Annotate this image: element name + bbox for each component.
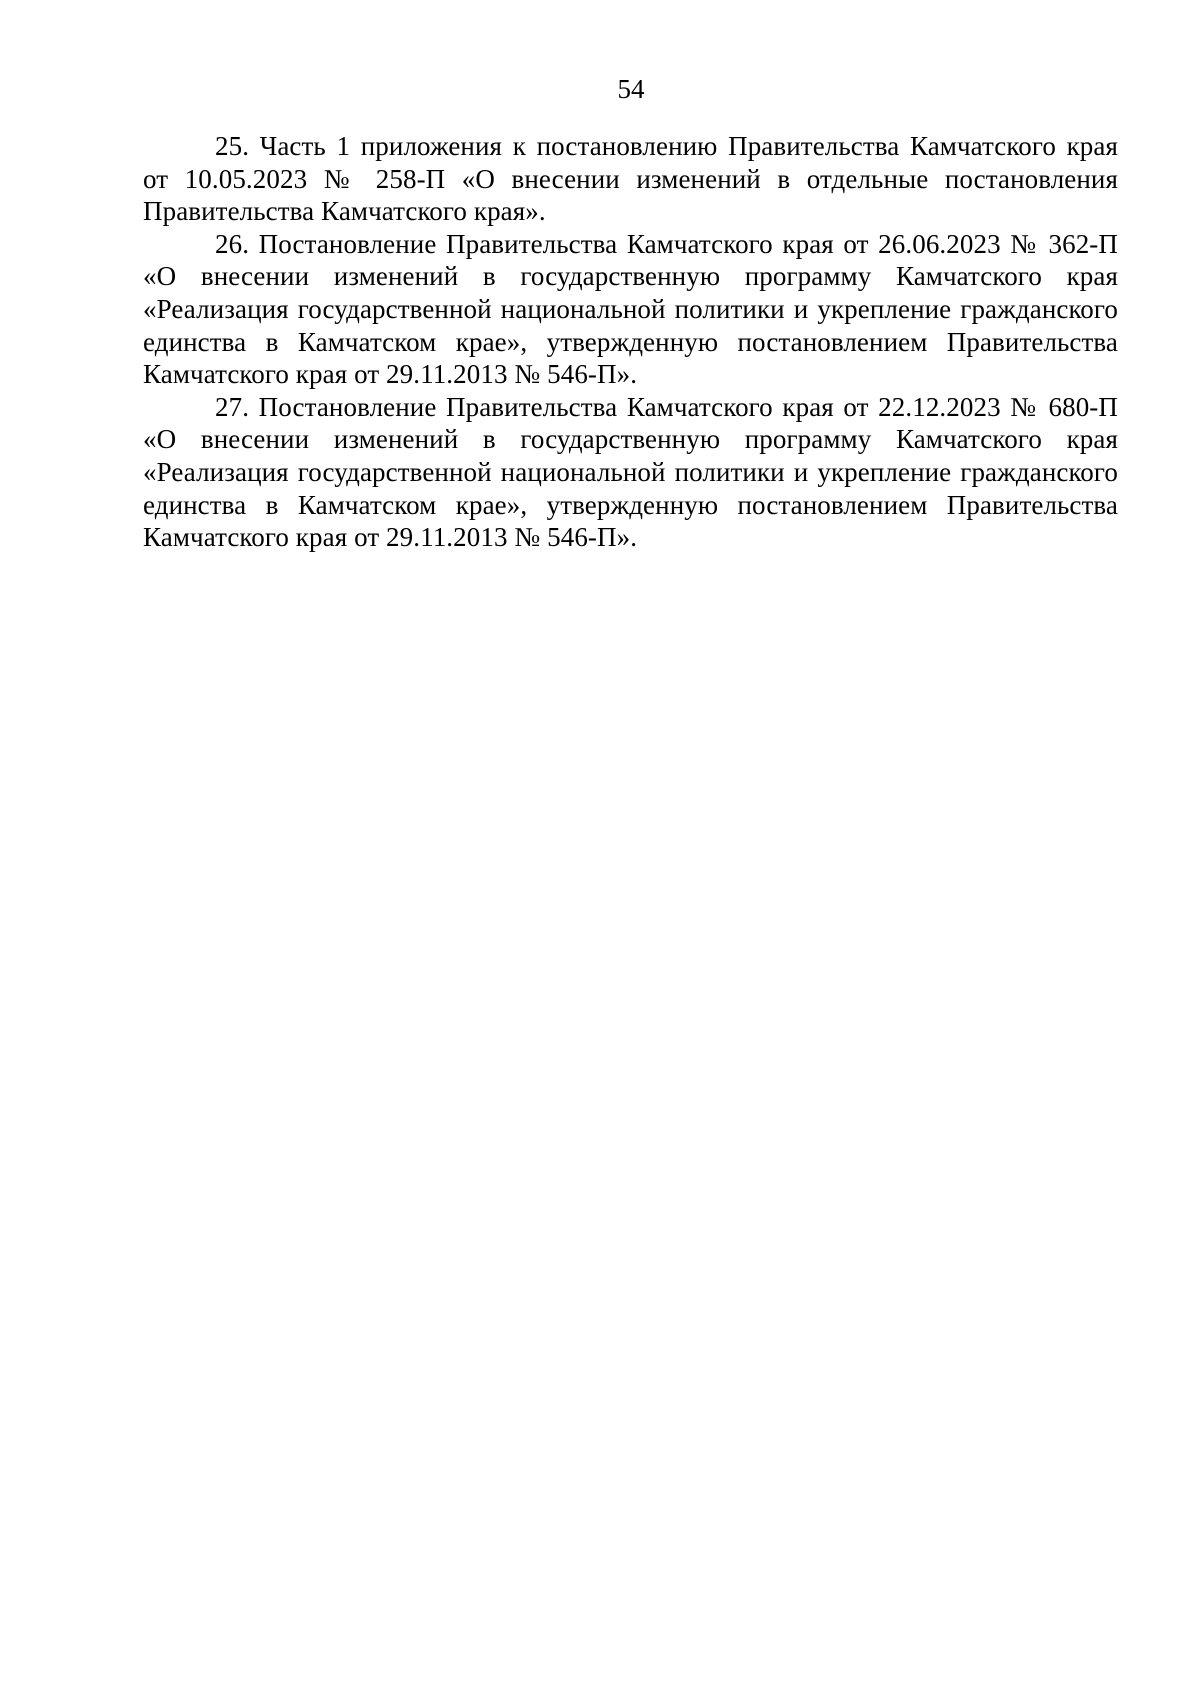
paragraph-item-27: 27. Постановление Правительства Камчатского края от 22.12.2023 № 680-П «О внесении изменений в государственную программу Камчатского края «Реализация государственной национальной политики и укрепление гражданского единства в Камчатском крае», утвержденную постановлением Правительства Камчатского края от 29.11.2013 № 546-П». [143,391,1118,553]
document-body [143,130,1118,554]
paragraph-item-25: 25. Часть 1 приложения к постановлению Правительства Камчатского края от 10.05.2023 № 258-П «О внесении изменений в отдельные постановления Правительства Камчатского края». [143,131,1118,227]
page-number: 54 [617,74,645,104]
paragraph-item-26: 26. Постановление Правительства Камчатского края от 26.06.2023 № 362-П «О внесении изменений в государственную программу Камчатского края «Реализация государственной национальной политики и укрепление гражданского единства в Камчатском крае», утвержденную постановлением Правительства Камчатского края от 29.11.2013 № 546-П». [143,228,1118,390]
